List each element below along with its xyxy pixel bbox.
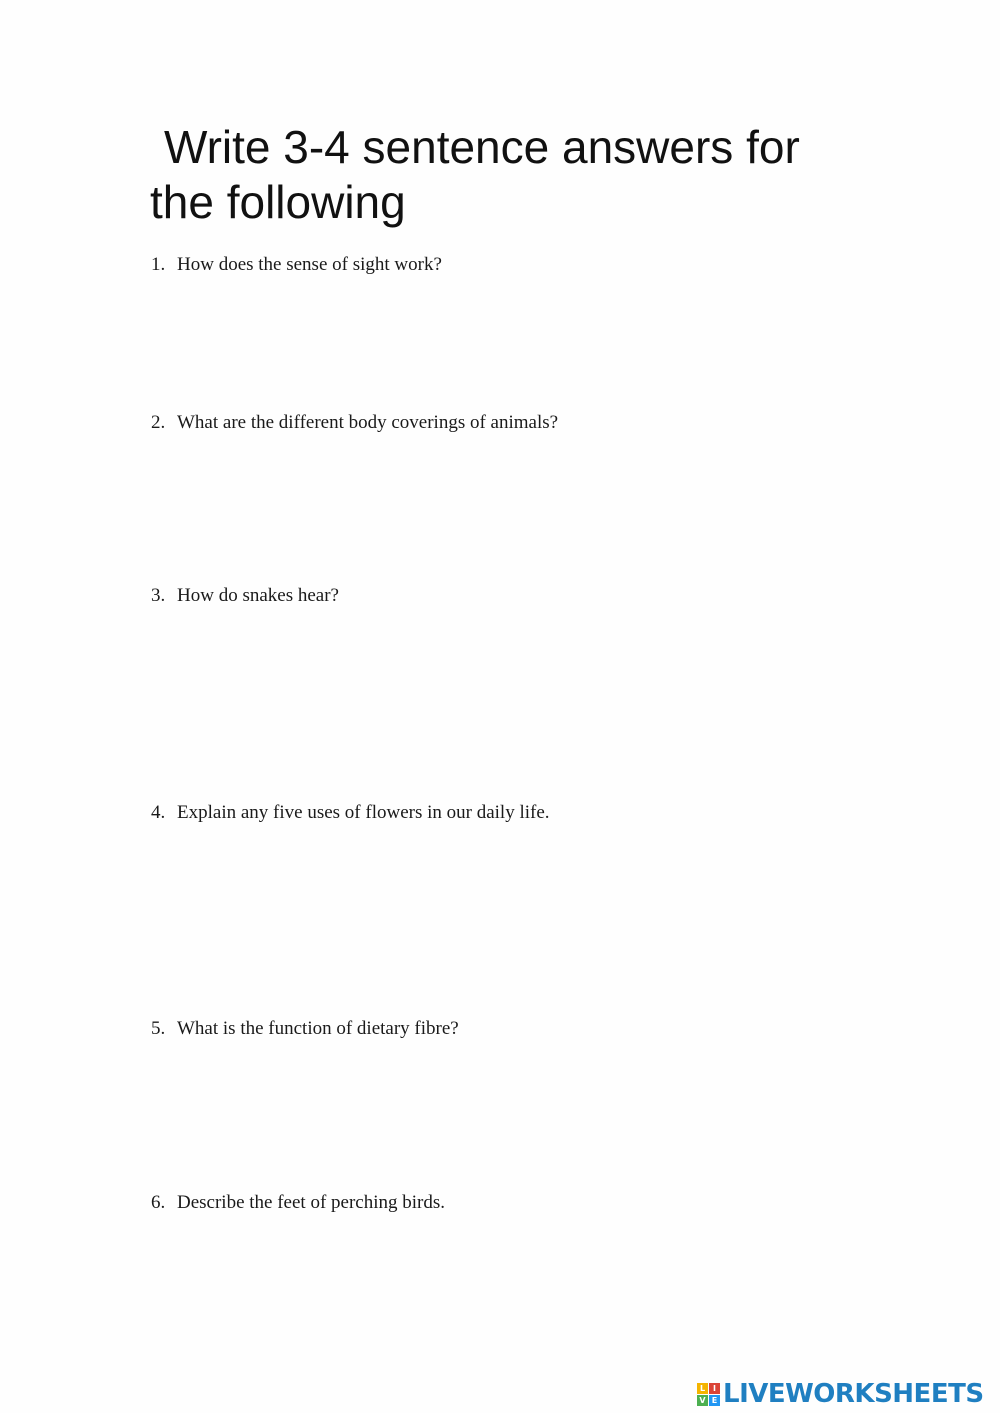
question-text: What is the function of dietary fibre? (177, 1018, 459, 1039)
question-number: 4. (151, 802, 166, 823)
question-3 (151, 584, 339, 608)
logo-square: L (697, 1383, 708, 1394)
question-text: What are the different body coverings of animals? (177, 412, 559, 433)
worksheet-title (150, 120, 850, 230)
question-number: 6. (151, 1192, 166, 1213)
question-number: 2. (151, 412, 166, 433)
question-5 (151, 1017, 459, 1041)
question-number: 3. (151, 585, 166, 606)
question-text: Explain any five uses of flowers in our daily life. (177, 802, 550, 823)
question-6 (151, 1191, 445, 1215)
logo-square: I (709, 1383, 720, 1394)
logo-text: LIVEWORKSHEETS (723, 1379, 984, 1409)
title-line-2: the following (150, 176, 406, 228)
logo-icon (697, 1383, 720, 1406)
question-number: 5. (151, 1018, 166, 1039)
liveworksheets-logo (697, 1379, 984, 1409)
question-number: 1. (151, 254, 166, 275)
logo-square: E (709, 1395, 720, 1406)
question-text: Describe the feet of perching birds. (177, 1192, 446, 1213)
question-4 (151, 801, 550, 825)
logo-square: V (697, 1395, 708, 1406)
question-1 (151, 253, 442, 277)
question-2 (151, 411, 558, 435)
title-line-1: Write 3-4 sentence answers for (164, 121, 800, 173)
question-text: How do snakes hear? (177, 585, 339, 606)
question-text: How does the sense of sight work? (177, 254, 442, 275)
